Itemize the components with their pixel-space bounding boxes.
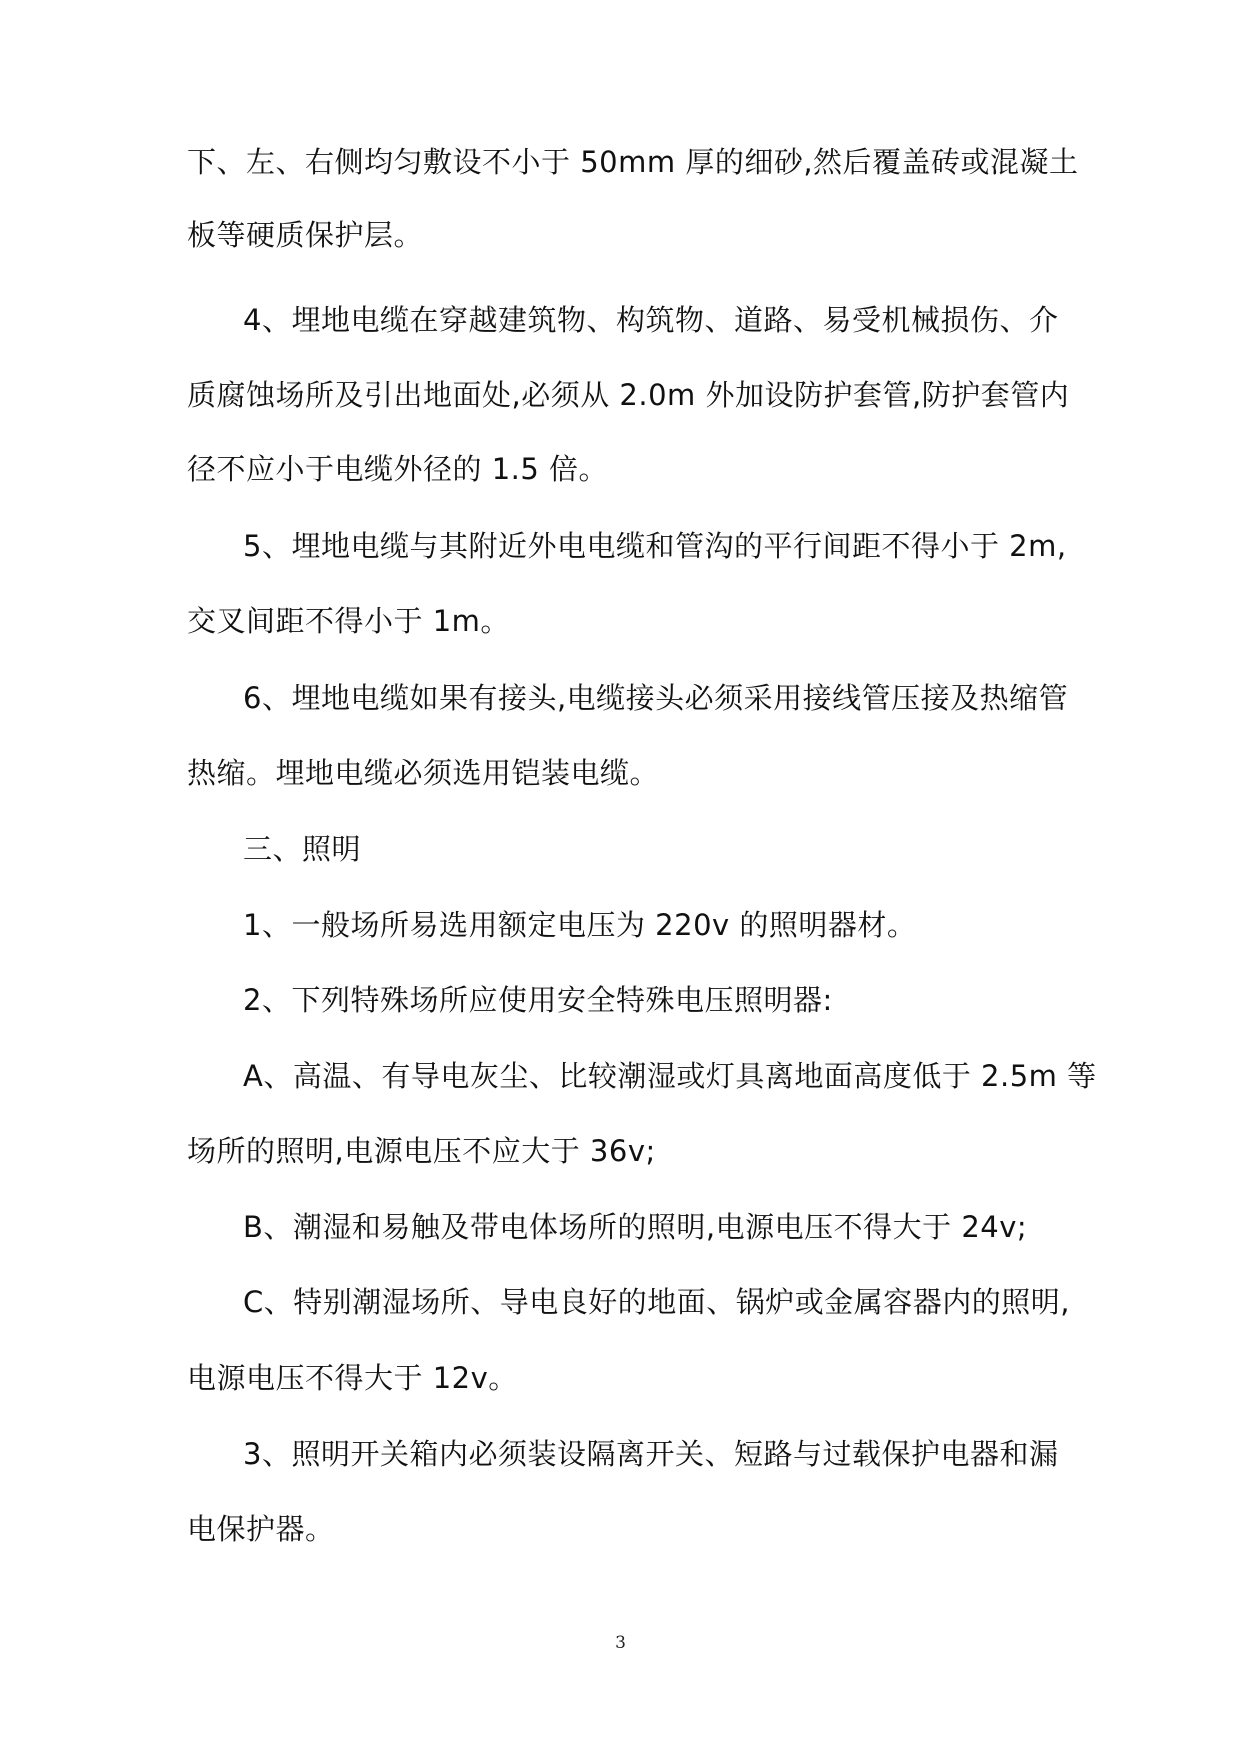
section-heading: 三、照明 <box>243 832 362 866</box>
text-line: 质腐蚀场所及引出地面处,必须从 2.0m 外加设防护套管,防护套管内 <box>187 378 1070 412</box>
text-line: C、特别潮湿场所、导电良好的地面、锅炉或金属容器内的照明, <box>243 1285 1070 1319</box>
text-line: 交叉间距不得小于 1m。 <box>187 604 510 638</box>
text-line: B、潮湿和易触及带电体场所的照明,电源电压不得大于 24v; <box>243 1210 1028 1244</box>
text-line: 3、照明开关箱内必须装设隔离开关、短路与过载保护电器和漏 <box>243 1437 1059 1471</box>
text-line: 5、埋地电缆与其附近外电电缆和管沟的平行间距不得小于 2m, <box>243 529 1067 563</box>
text-line: 4、埋地电缆在穿越建筑物、构筑物、道路、易受机械损伤、介 <box>243 303 1059 337</box>
text-line: 2、下列特殊场所应使用安全特殊电压照明器: <box>243 983 833 1017</box>
text-line: 电源电压不得大于 12v。 <box>187 1361 518 1395</box>
text-line: 板等硬质保护层。 <box>187 218 424 252</box>
text-line: 径不应小于电缆外径的 1.5 倍。 <box>187 452 609 486</box>
text-line: A、高温、有导电灰尘、比较潮湿或灯具离地面高度低于 2.5m 等 <box>243 1059 1097 1093</box>
text-line: 1、一般场所易选用额定电压为 220v 的照明器材。 <box>243 908 917 942</box>
text-line: 6、埋地电缆如果有接头,电缆接头必须采用接线管压接及热缩管 <box>243 681 1069 715</box>
text-line: 场所的照明,电源电压不应大于 36v; <box>187 1134 656 1168</box>
text-line: 电保护器。 <box>187 1512 335 1546</box>
text-line: 热缩。埋地电缆必须选用铠装电缆。 <box>187 756 660 790</box>
page-number: 3 <box>615 1633 626 1653</box>
text-line: 下、左、右侧均匀敷设不小于 50mm 厚的细砂,然后覆盖砖或混凝土 <box>187 145 1079 179</box>
